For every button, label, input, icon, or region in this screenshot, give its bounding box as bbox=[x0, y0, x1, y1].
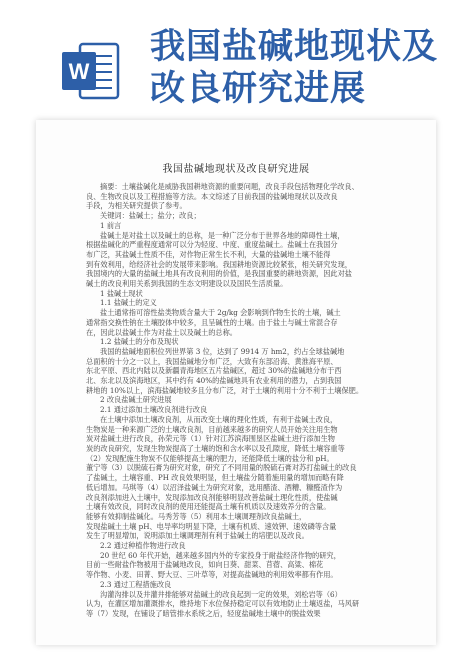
body-line: 了盐碱土，土壤容重、PH 改良效果明显，但土壤盐分随着施用量的增加而略有降 bbox=[86, 473, 344, 483]
body-line: 我国的盐碱地面积位列世界第 3 位，达到了 9914 万 hm2，约占全球盐碱地 bbox=[100, 346, 345, 356]
body-line: 生物炭是一种来源广泛的土壤改良剂，目前越来越多的研究人员开始关注用生物 bbox=[86, 424, 338, 434]
document-body bbox=[86, 182, 392, 619]
body-line: 20 世纪 60 年代开始，越来越多国内外的专家投身于耐盐经济作物的研究， bbox=[100, 550, 341, 560]
body-line: 在土壤中添加土壤改良剂，从而改变土壤的理化性质，有利于盐碱土改良， bbox=[100, 414, 338, 424]
document-title: 我国盐碱地现状及改良研究进展 bbox=[162, 164, 310, 175]
body-line: 2.1 通过添加土壤改良剂进行改良 bbox=[100, 405, 208, 415]
body-line: 良、生物改良以及工程措施等方法。本文综述了目前我国的盐碱地现状以及改良 bbox=[86, 191, 338, 201]
body-line: 认为，在灌区增加灌溉排水，维持地下水位保持稳定可以有效地防止土壤返盐，马风研 bbox=[86, 599, 360, 609]
body-line: 低后增加。马琪等（4）以沼泽盐碱土为研究对象，选用醋渣、酒糟、糠醛渣作为 bbox=[86, 482, 343, 492]
page-headline: 我国盐碱地现状及改良研究进展 bbox=[150, 26, 439, 109]
body-line: 根据盐碱化的严重程度通常可以分为轻度、中度、重度盐碱土。盐碱土在我国分 bbox=[86, 240, 338, 250]
body-line: 土壤有效改良，同时改良剂的使用还能提高土壤有机质以及速效养分的含量。 bbox=[86, 502, 331, 512]
body-line: 通常指交换性钠在土壤胶体中较多，且呈碱性的土壤。由于盐土与碱土常混合存 bbox=[86, 317, 338, 327]
body-line: 董宁等（3）以脱硫石膏为研究对象，研究了不同用量的脱硫石膏对苏打盐碱土的改良 bbox=[86, 463, 357, 473]
body-line: 炭对盐碱土进行改良，孙荣元等（1）针对江苏滨海围垦区盐碱土进行添加生物 bbox=[86, 434, 335, 444]
body-line: 布广泛，其盐碱土性质不佳，对作物正常生长不利，大量的盐碱地土壤不能得 bbox=[86, 249, 331, 259]
body-line: 2.2 通过种植作物进行改良 bbox=[100, 541, 186, 551]
body-line: 改良剂添加进入土壤中，发现添加改良剂能够明显改善盐碱土理化性质，使盐碱 bbox=[86, 492, 338, 502]
body-line: 1 盐碱土现状 bbox=[100, 288, 143, 298]
body-line: 等作物、小麦、田菁、野大豆、三叶草等，对提高盐碱地的利用效率都有作用。 bbox=[86, 570, 338, 580]
body-line: 摘要：土壤盐碱化是威胁我国耕地资源的重要问题，改良手段包括物理化学改良、 bbox=[100, 182, 359, 191]
body-line: 耕地的 10%以上，滨海盐碱地较多且分布广泛，对于土壤的利用十分不利于土壤保肥。 bbox=[86, 385, 364, 395]
body-line: 关键词：盐碱土；盐分；改良； bbox=[100, 211, 201, 221]
body-line: 目前一些耐盐作物被用于盐碱地改良，如向日葵、甜菜、苜蓿、高粱、棉花 bbox=[86, 560, 324, 570]
body-line: 能够有效抑制盐碱化。马秀芳等（5）利用本土壤调理剂改良盐碱土， bbox=[86, 511, 307, 521]
body-line: 发现盐碱土土壤 pH、电导率均明显下降，土壤有机质、速效钾、速效磷等含量 bbox=[86, 521, 337, 531]
body-line: 总面积的十分之一以上，我国盐碱地分布广泛，大致有东部沿海、黄淮海平原、 bbox=[86, 356, 338, 366]
body-line: 2.3 通过工程措施改良 bbox=[100, 579, 172, 589]
banner bbox=[0, 0, 474, 118]
body-line: 碱土的改良利用关系到我国的生态文明建设以及国民生活质量。 bbox=[86, 279, 288, 289]
body-line: 盐土通常指可溶性盐类物质含量大于 2g/kg 会影响到作物生长的土壤，碱土 bbox=[100, 308, 341, 318]
body-line: 东北平原、西北内陆以及新疆青海地区五片盐碱区，超过 30%的盐碱地分布于西 bbox=[86, 366, 342, 376]
body-line: 1 前言 bbox=[100, 220, 122, 230]
body-line: 炭的改良研究，发现生物炭提高了土壤的饱和含水率以及孔隙度，降低土壤容重等 bbox=[86, 443, 345, 453]
body-line: 手段，为相关研究提供了参考。 bbox=[86, 201, 187, 211]
body-line: 到有效利用，给经济社会的发展带来影响。我国耕地资源比较紧张，相关研究发现， bbox=[86, 259, 352, 269]
body-line: 1.2 盐碱土的分布及现状 bbox=[100, 337, 179, 347]
body-line: 我国境内的大量的盐碱土地具有改良利用的价值，是我国重要的耕地资源，因此对盐 bbox=[86, 269, 352, 279]
body-line: 发生了明显增加，说明添加土壤调理剂有利于盐碱土的培肥以及改良。 bbox=[86, 531, 309, 541]
word-document-icon bbox=[60, 40, 122, 102]
body-line: 北、东北以及滨海地区，其中约有 40%的盐碱地具有农业利用的潜力，占到我国 bbox=[86, 376, 342, 386]
body-line: 2 改良盐碱土研究进展 bbox=[100, 395, 172, 405]
document-preview bbox=[36, 120, 436, 645]
body-line: 1.1 盐碱土的定义 bbox=[100, 298, 157, 308]
body-line: 盐碱土是对盐土以及碱土的总称，是一种广泛分布于世界各地的障碍性土壤， bbox=[100, 230, 345, 240]
body-line: 在，因此以盐碱土作为对盐土以及碱土的总称。 bbox=[86, 327, 237, 337]
body-line: 等（7）发现，在铺设了暗管排水系统之后，轻度盐碱地土壤中的脱盐效果 bbox=[86, 608, 321, 618]
body-line: （2）发现配施生物炭不仅能够提高土壤的肥力，还能降低土壤的盐分和 pH。 bbox=[86, 453, 334, 463]
svg-text:W: W bbox=[68, 59, 90, 84]
body-line: 沟灌沟排以及井灌井排能够对盐碱土的改良起到一定的效果，刘松岩等（6） bbox=[100, 589, 342, 599]
